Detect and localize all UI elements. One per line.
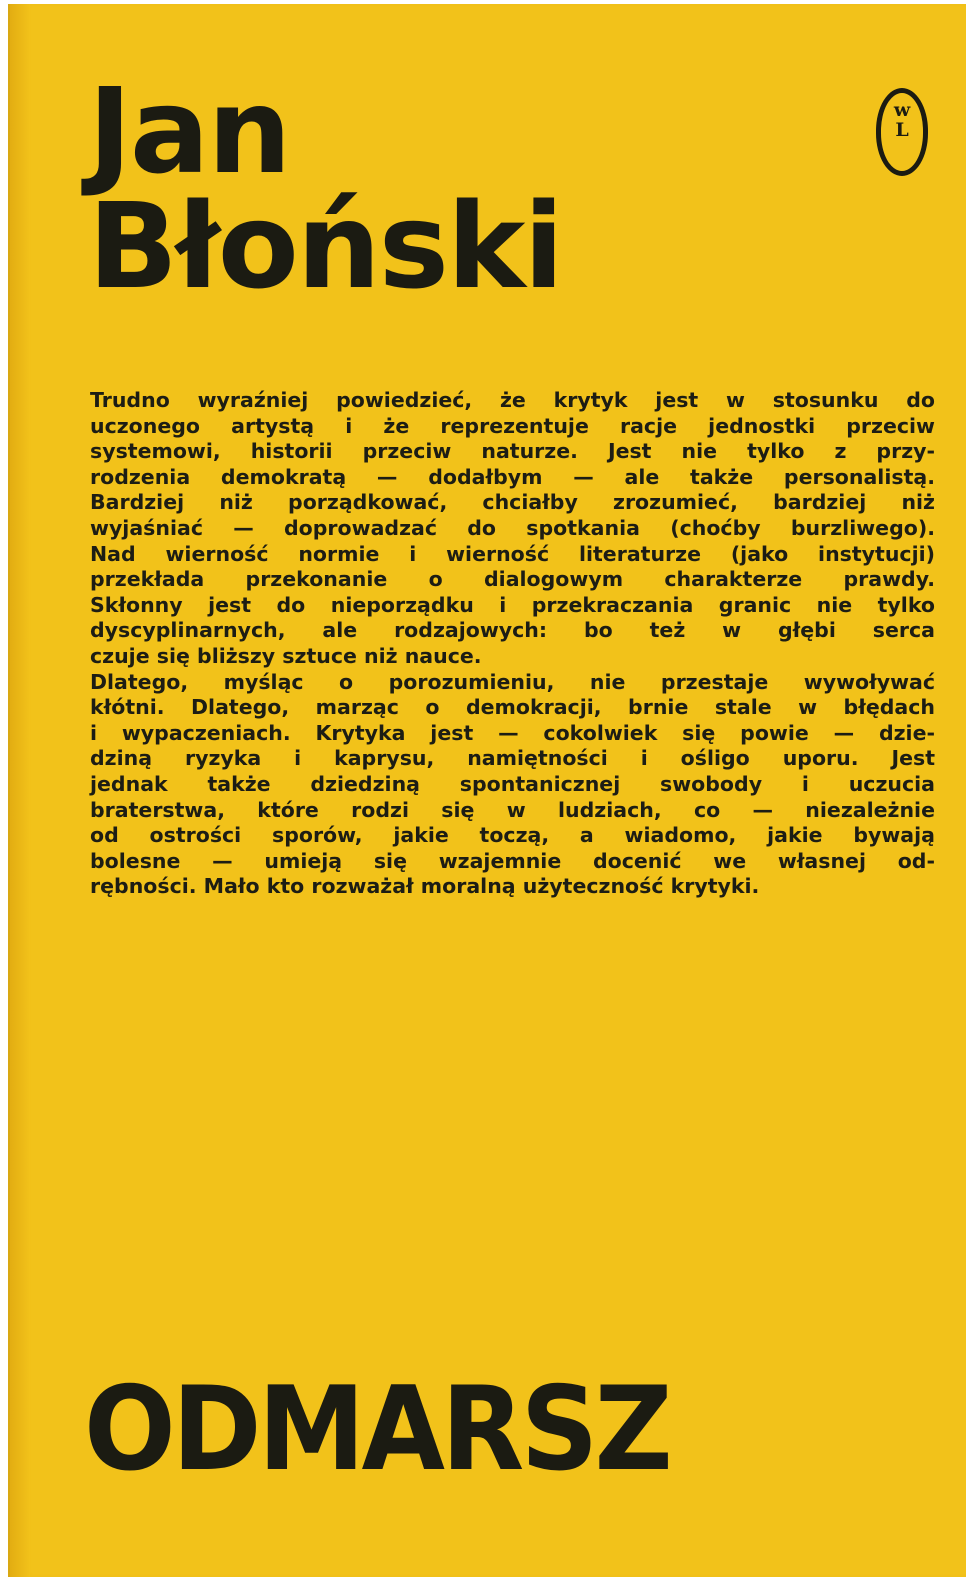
blurb-line: i wypaczeniach. Krytyka jest — cokolwiek się powie — dzie- — [90, 720, 935, 745]
blurb-line: Dlatego, myśląc o porozumieniu, nie przestaje wywoływać — [90, 669, 935, 694]
spine-edge — [10, 4, 30, 1577]
blurb-line: Skłonny jest do nieporządku i przekraczania granic nie tylko — [90, 592, 935, 617]
blurb-line: przekłada przekonanie o dialogowym charakterze prawdy. — [90, 567, 935, 592]
blurb-line: od ostrości sporów, jakie toczą, a wiadomo, jakie bywają — [90, 823, 935, 848]
blurb-line: czuje się bliższy sztuce niż nauce. — [90, 643, 482, 668]
blurb-line: Bardziej niż porządkować, chciałby zrozumieć, bardziej niż — [90, 490, 935, 515]
blurb-line: dyscyplinarnych, ale rodzajowych: bo też w głębi serca — [90, 618, 935, 643]
blurb-line: systemowi, historii przeciw naturze. Jest nie tylko z przy- — [90, 439, 935, 464]
blurb-line: Nad wierność normie i wierność literaturze (jako instytucji) — [90, 541, 935, 566]
author-last-name: Błoński — [88, 177, 562, 315]
blurb-line: Trudno wyraźniej powiedzieć, że krytyk jest w stosunku do — [90, 388, 935, 412]
blurb-line: bolesne — umieją się wzajemnie docenić we własnej od- — [90, 848, 935, 873]
cover-blurb — [90, 388, 935, 900]
blurb-line: braterstwa, które rodzi się w ludziach, co — niezależnie — [90, 797, 935, 822]
blurb-line: rodzenia demokratą — dodałbym — ale także personalistą. — [90, 464, 935, 489]
author-first-name: Jan — [88, 62, 290, 200]
blurb-line: rębności. Mało kto rozważał moralną użyteczność krytyki. — [90, 874, 760, 899]
blurb-line: wyjaśniać — doprowadzać do spotkania (choćby burzliwego). — [90, 515, 935, 540]
blurb-line: jednak także dziedziną spontanicznej swobody i uczucia — [90, 771, 935, 796]
blurb-line: kłótni. Dlatego, marząc o demokracji, brnie stale w błędach — [90, 695, 935, 720]
blurb-line: dziną ryzyka i kaprysu, namiętności i ośligo uporu. Jest — [90, 746, 935, 771]
publisher-logo-bottom-letter: L — [895, 118, 909, 141]
blurb-line: uczonego artystą i że reprezentuje racje jednostki przeciw — [90, 413, 935, 438]
book-title: ODMARSZ — [84, 1362, 670, 1497]
publisher-logo-icon — [876, 88, 928, 176]
publisher-logo-top-letter: w — [893, 99, 911, 121]
book-back-cover — [8, 4, 966, 1577]
publisher-logo-mark — [881, 101, 923, 141]
